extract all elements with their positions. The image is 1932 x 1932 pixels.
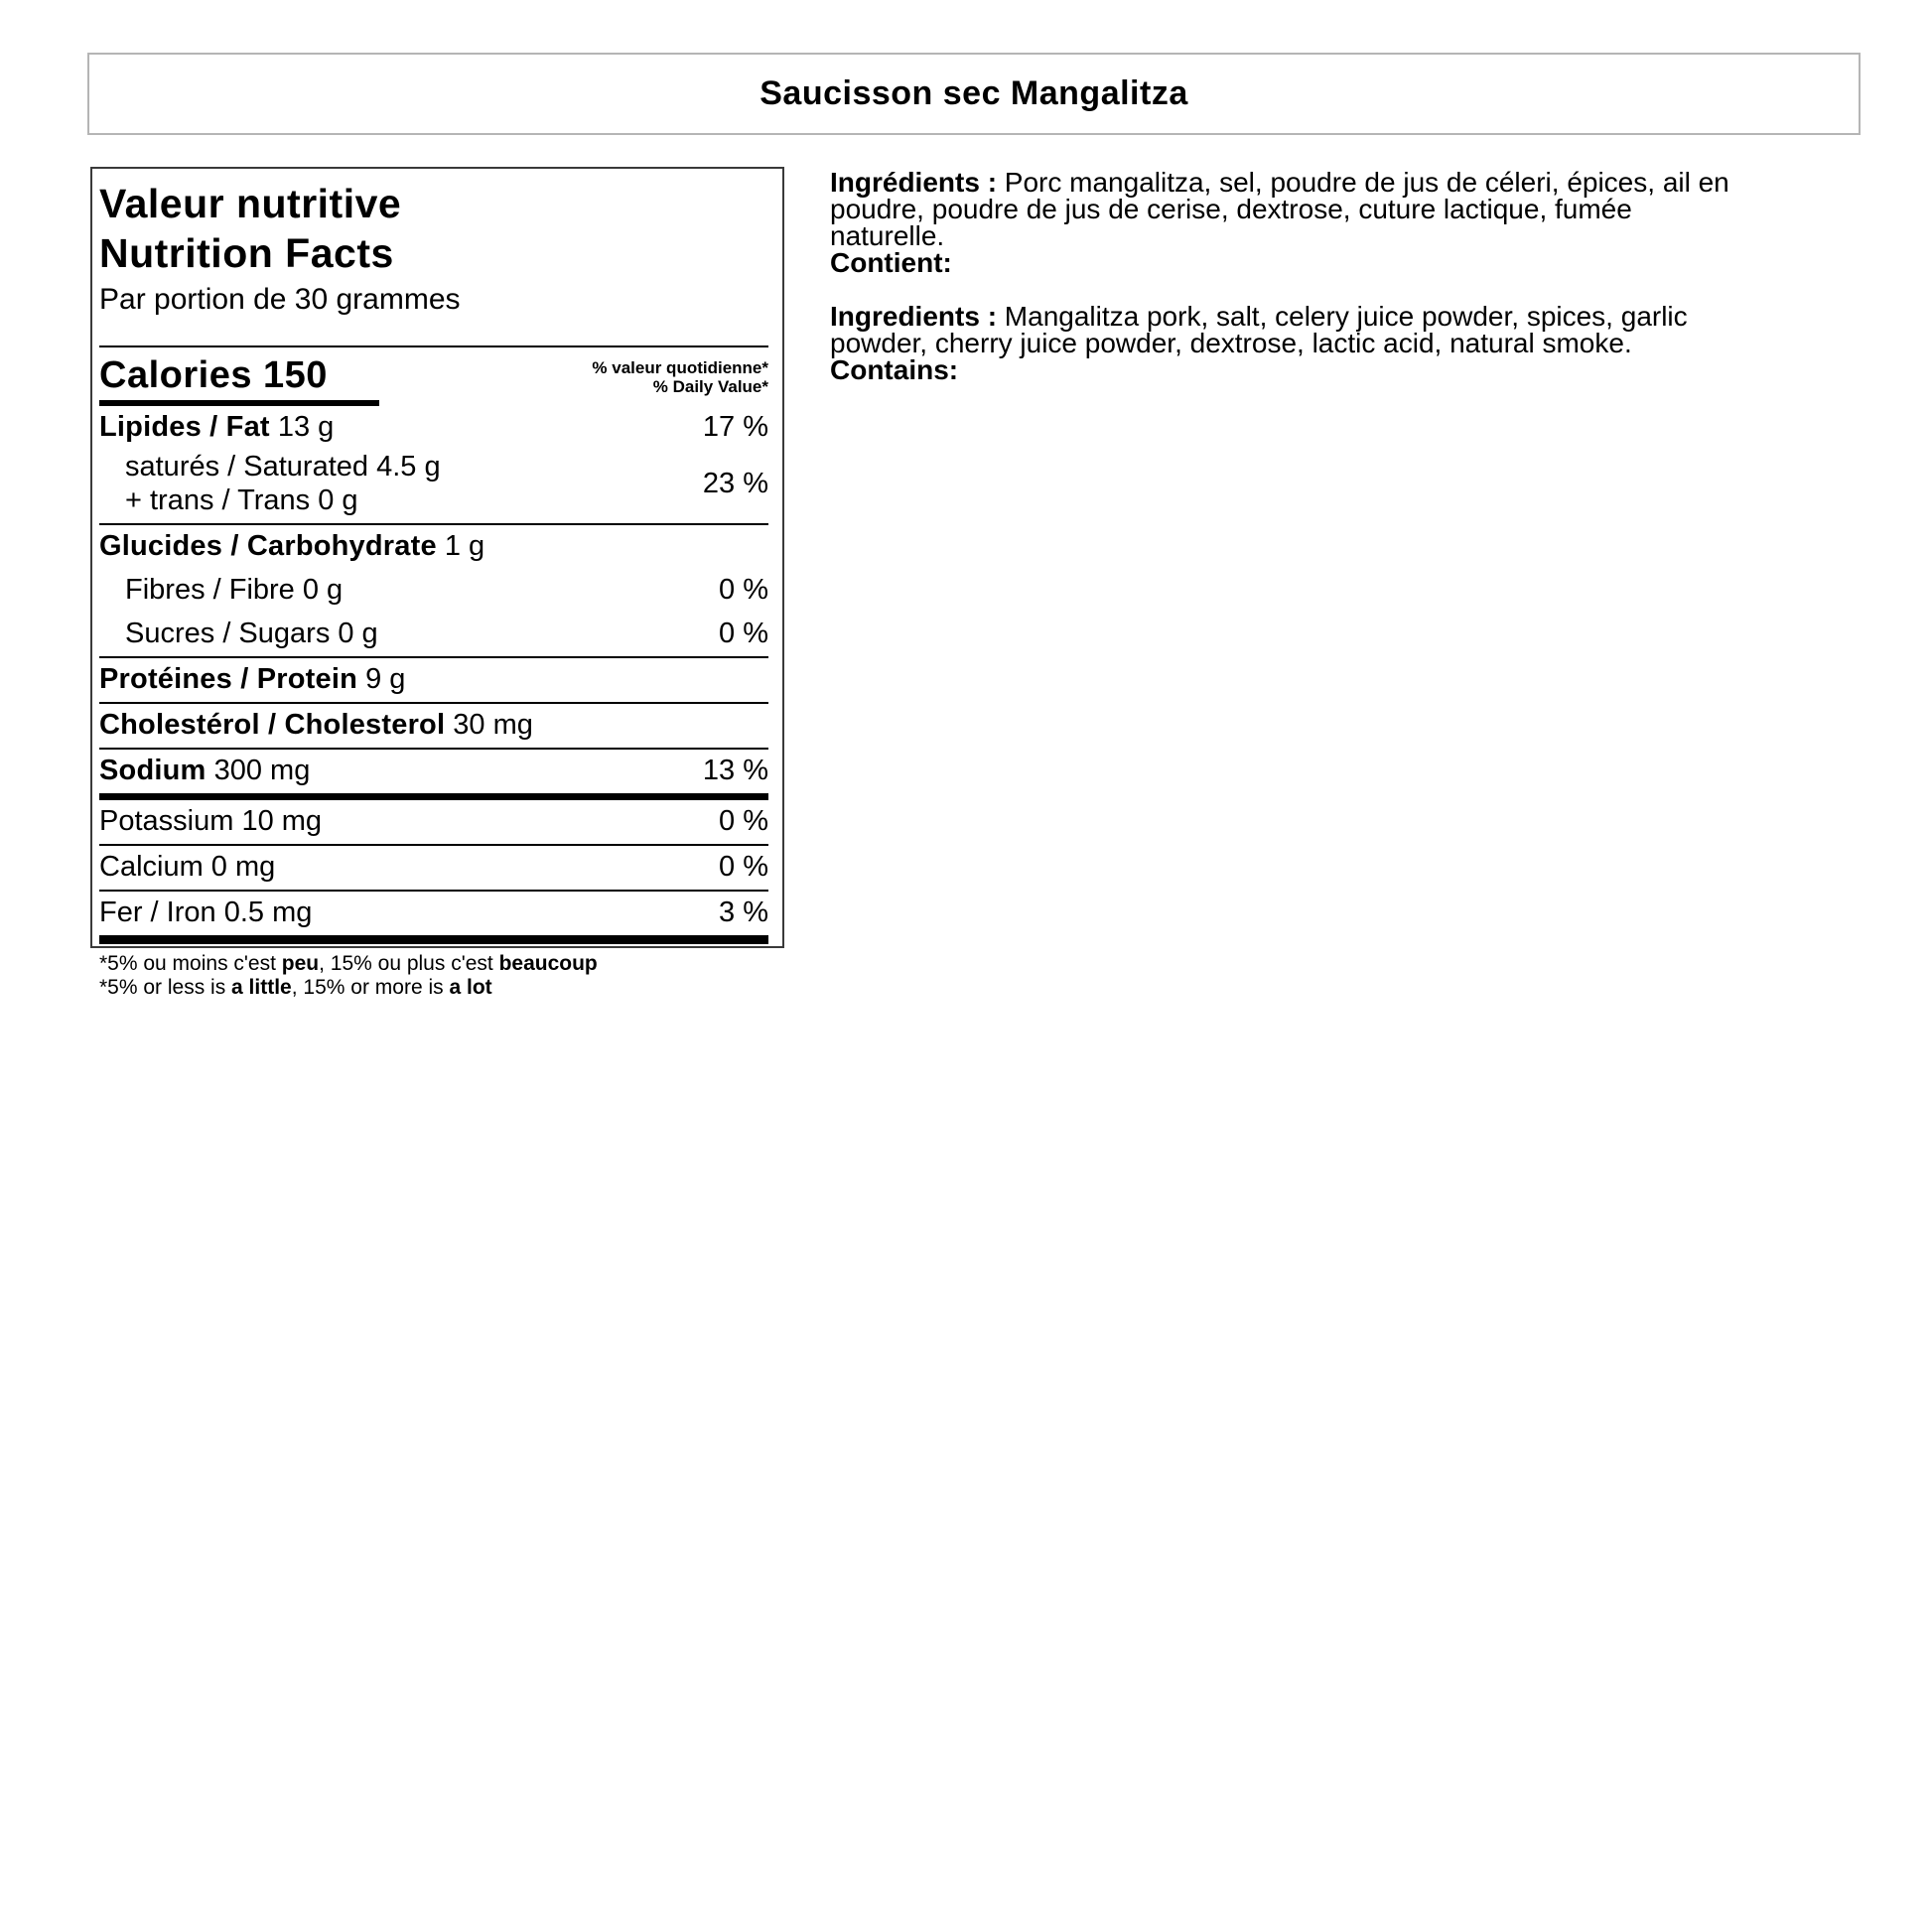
row-sugars — [99, 613, 768, 656]
fat-amount: 13 g — [269, 411, 335, 443]
carbohydrate-amount: 1 g — [436, 530, 485, 562]
contains-fr: Contient: — [830, 247, 952, 278]
row-cholesterol — [99, 704, 768, 748]
row-calcium — [99, 846, 768, 890]
calories-underline-rule — [99, 400, 379, 406]
contains-en: Contains: — [830, 354, 959, 385]
product-title: Saucisson sec Mangalitza — [759, 74, 1188, 112]
row-protein — [99, 658, 768, 702]
nutrition-facts-panel — [90, 167, 784, 999]
sugars-dv: 0 % — [719, 618, 768, 649]
calcium-dv: 0 % — [719, 851, 768, 883]
cholesterol-amount: 30 mg — [445, 709, 533, 741]
fat-dv: 17 % — [702, 411, 768, 443]
calories-block — [99, 354, 379, 406]
saturated-trans-dv: 23 % — [702, 467, 768, 499]
serving-size: Par portion de 30 grammes — [99, 283, 461, 316]
row-iron — [99, 892, 768, 935]
iron-dv: 3 % — [719, 897, 768, 928]
dv-footnote — [99, 952, 768, 1000]
heavy-rule — [99, 935, 768, 944]
dv-footnote-en: *5% or less is a little, 15% or more is a lot — [99, 976, 492, 999]
carbohydrate-label: Glucides / Carbohydrate — [99, 530, 437, 562]
potassium-dv: 0 % — [719, 805, 768, 837]
iron-label: Fer / Iron 0.5 mg — [99, 897, 313, 928]
row-carbohydrate — [99, 525, 768, 569]
sodium-dv: 13 % — [702, 755, 768, 786]
protein-amount: 9 g — [357, 663, 406, 695]
cholesterol-label: Cholestérol / Cholesterol — [99, 709, 446, 741]
saturated-label: saturés / Saturated 4.5 g — [125, 451, 441, 483]
calories-row — [99, 347, 768, 406]
ingredients-section — [830, 169, 1867, 383]
sugars-label: Sucres / Sugars 0 g — [125, 618, 378, 649]
row-sodium — [99, 750, 768, 793]
sodium-amount: 300 mg — [206, 755, 311, 786]
row-fat — [99, 406, 768, 450]
row-saturated-trans — [99, 450, 768, 523]
ingredients-en-label: Ingredients : — [830, 301, 998, 332]
spacer — [99, 320, 768, 345]
potassium-label: Potassium 10 mg — [99, 805, 323, 837]
ingredients-fr-label: Ingrédients : — [830, 167, 998, 198]
daily-value-header — [592, 354, 768, 406]
calories-word: Calories — [99, 354, 252, 396]
ingredients-en: Ingredients : Mangalitza pork, salt, celery juice powder, spices, garlic powder, cherry juice powder, dextrose, lactic acid, natural smoke. — [830, 301, 1688, 358]
row-potassium — [99, 800, 768, 844]
calcium-label: Calcium 0 mg — [99, 851, 276, 883]
protein-label: Protéines / Protein — [99, 663, 358, 695]
dv-footnote-fr: *5% ou moins c'est peu, 15% ou plus c'est beaucoup — [99, 952, 598, 975]
product-title-box — [87, 53, 1861, 135]
panel-title-en: Nutrition Facts — [99, 230, 394, 276]
fibre-dv: 0 % — [719, 574, 768, 606]
fat-label: Lipides / Fat — [99, 411, 270, 443]
fibre-label: Fibres / Fibre 0 g — [125, 574, 344, 606]
ingredients-fr: Ingrédients : Porc mangalitza, sel, poudre de jus de céleri, épices, ail en poudre, poudre de jus de cerise, dextrose, cuture lactique, fumée naturelle. — [830, 167, 1729, 251]
calories-value: 150 — [263, 354, 328, 396]
daily-value-header-en: % Daily Value* — [652, 377, 768, 396]
row-fibre — [99, 569, 768, 613]
daily-value-header-fr: % valeur quotidienne* — [592, 358, 768, 377]
trans-label: + trans / Trans 0 g — [125, 484, 358, 516]
sodium-label: Sodium — [99, 755, 207, 786]
thick-rule — [99, 793, 768, 800]
calories-label — [99, 354, 379, 397]
panel-title-fr: Valeur nutritive — [99, 181, 402, 226]
